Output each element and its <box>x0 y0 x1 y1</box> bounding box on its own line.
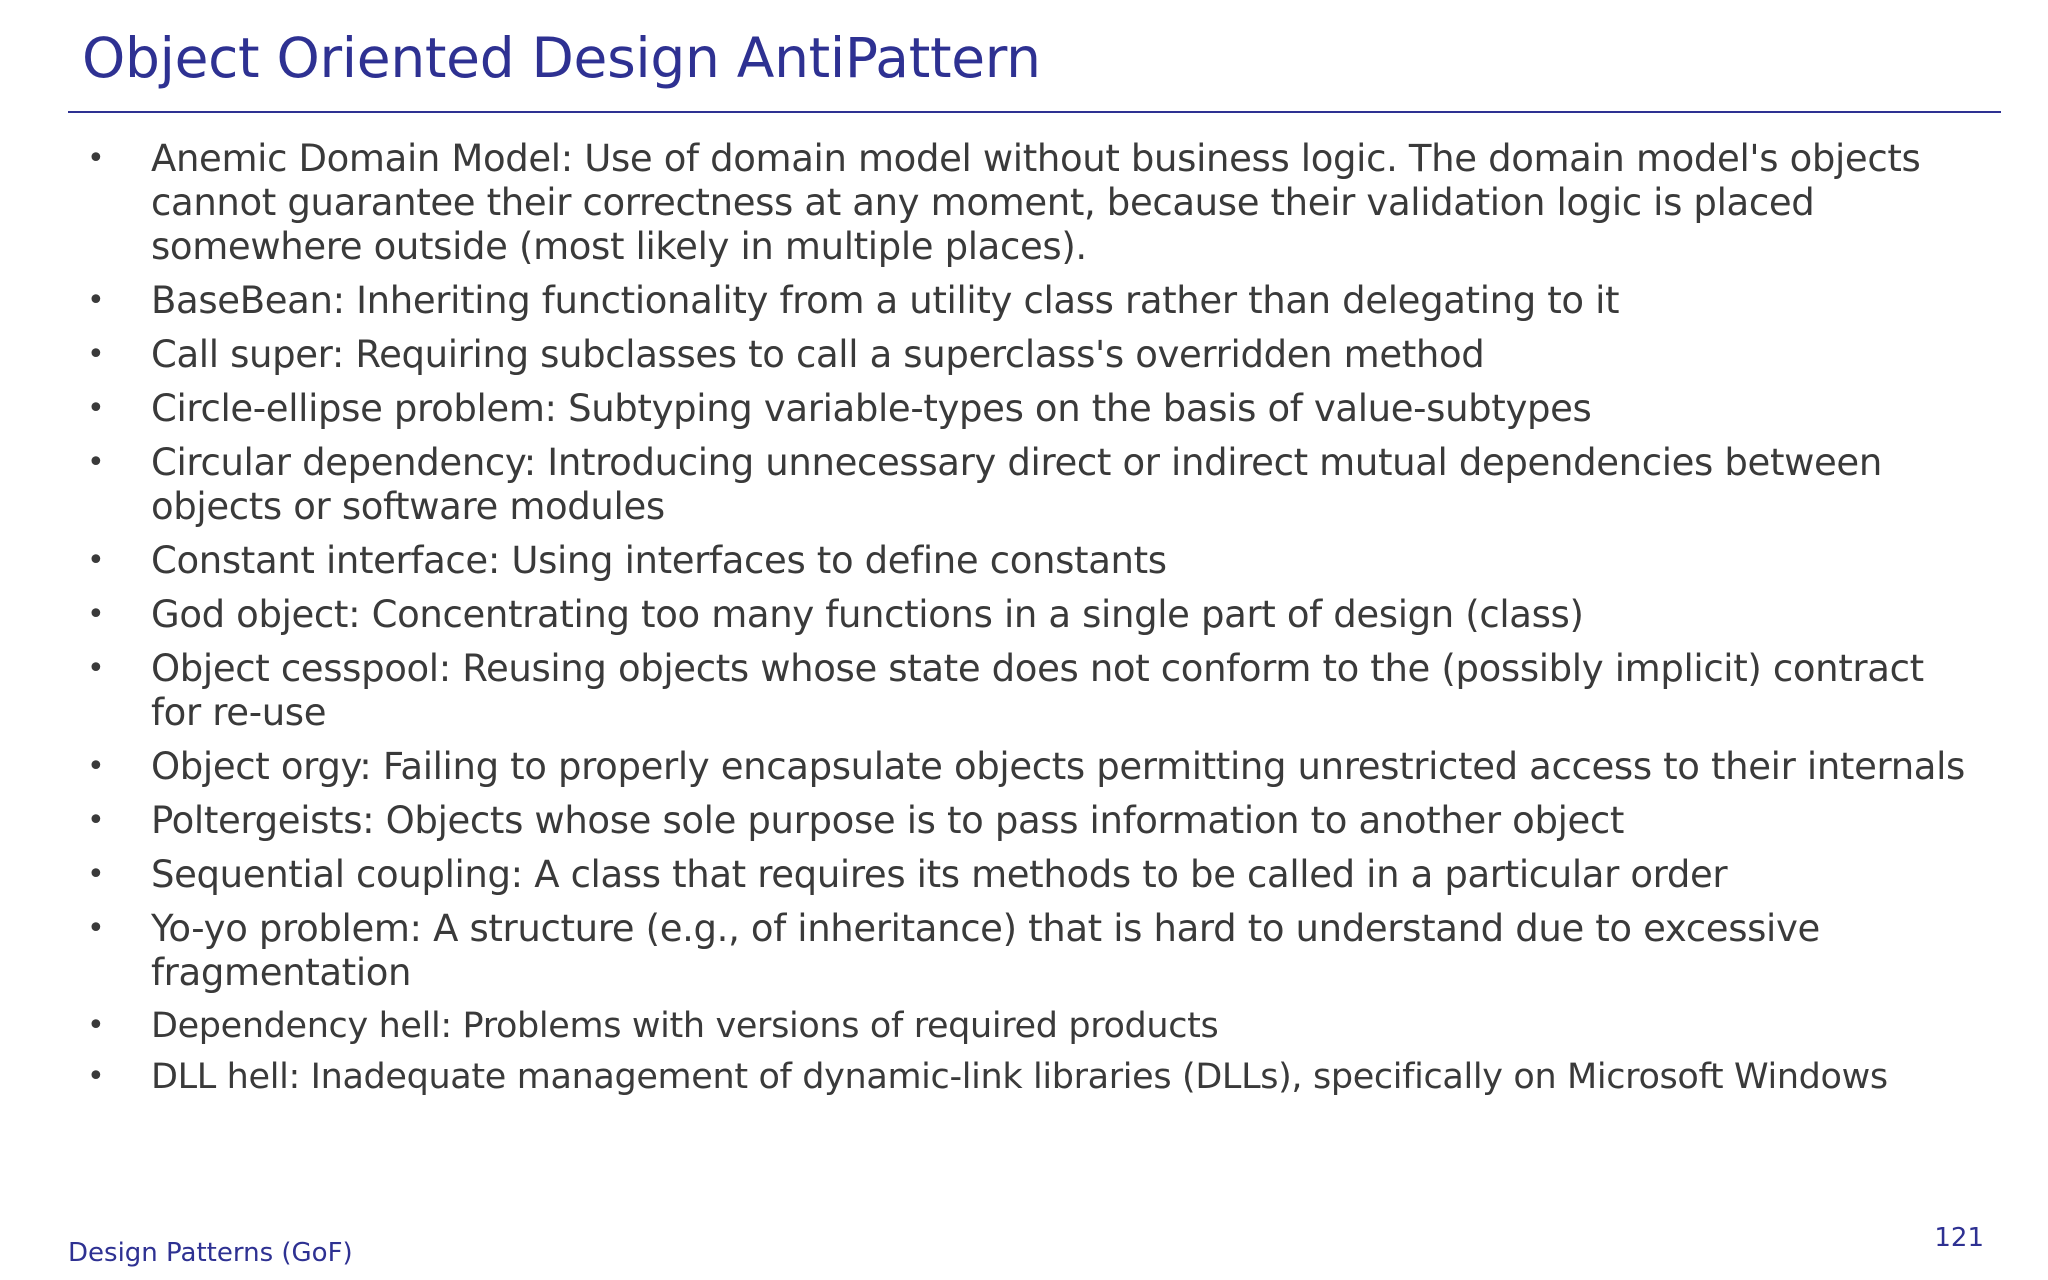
bullet-icon: • <box>87 141 105 176</box>
list-item <box>0 647 1971 735</box>
list-item-text: Call super: Requiring subclasses to call a superclass's overridden method <box>151 333 1485 376</box>
list-item <box>0 853 1971 897</box>
list-item-text: Poltergeists: Objects whose sole purpose is to pass information to another object <box>151 799 1625 842</box>
bullet-icon: • <box>87 337 105 372</box>
list-item <box>0 441 1971 529</box>
list-item-text: Dependency hell: Problems with versions of required products <box>151 1006 1219 1046</box>
list-item <box>0 333 1971 377</box>
list-item <box>0 745 1971 789</box>
page-number: 121 <box>1934 1223 1984 1253</box>
bullet-icon: • <box>87 283 105 318</box>
bullet-icon: • <box>87 803 105 838</box>
bullet-icon: • <box>87 445 105 480</box>
list-item-text: God object: Concentrating too many functions in a single part of design (class) <box>151 593 1584 636</box>
list-item <box>0 1005 1971 1047</box>
list-item <box>0 387 1971 431</box>
bullet-icon: • <box>87 749 105 784</box>
list-item-text: Sequential coupling: A class that requires its methods to be called in a particular order <box>151 853 1728 896</box>
bullet-icon: • <box>87 597 105 632</box>
bullet-icon: • <box>87 1008 105 1043</box>
list-item-text: Circular dependency: Introducing unnecessary direct or indirect mutual dependencies between objects or software modules <box>151 441 1882 528</box>
list-item-text: Object cesspool: Reusing objects whose state does not conform to the (possibly implicit) contract for re-use <box>151 647 1924 734</box>
footer-course-title: Design Patterns (GoF) <box>68 1238 353 1268</box>
list-item <box>0 279 1971 323</box>
list-item <box>0 539 1971 583</box>
list-item-text: Anemic Domain Model: Use of domain model without business logic. The domain model's objects cannot guarantee their correctness at any moment, because their validation logic is placed somewhere outside (most likely in multiple places). <box>151 137 1921 268</box>
bullet-icon: • <box>87 911 105 946</box>
bullet-icon: • <box>87 1059 105 1094</box>
list-item-text: BaseBean: Inheriting functionality from a utility class rather than delegating to it <box>151 279 1620 322</box>
list-item <box>0 1056 1971 1098</box>
list-item <box>0 907 1971 995</box>
list-item <box>0 137 1971 269</box>
list-item-text: Yo-yo problem: A structure (e.g., of inheritance) that is hard to understand due to excessive fragmentation <box>151 907 1820 994</box>
bullet-icon: • <box>87 543 105 578</box>
list-item-text: DLL hell: Inadequate management of dynamic-link libraries (DLLs), specifically on Microsoft Windows <box>151 1057 1888 1097</box>
slide-title: Object Oriented Design AntiPattern <box>82 26 1041 90</box>
bullet-icon: • <box>87 857 105 892</box>
antipattern-list <box>0 137 2048 1107</box>
title-divider <box>68 111 2001 113</box>
bullet-icon: • <box>87 651 105 686</box>
list-item-text: Constant interface: Using interfaces to define constants <box>151 539 1167 582</box>
bullet-icon: • <box>87 391 105 426</box>
list-item-text: Circle-ellipse problem: Subtyping variable-types on the basis of value-subtypes <box>151 387 1592 430</box>
list-item-text: Object orgy: Failing to properly encapsulate objects permitting unrestricted access to their internals <box>151 745 1965 788</box>
list-item <box>0 593 1971 637</box>
list-item <box>0 799 1971 843</box>
